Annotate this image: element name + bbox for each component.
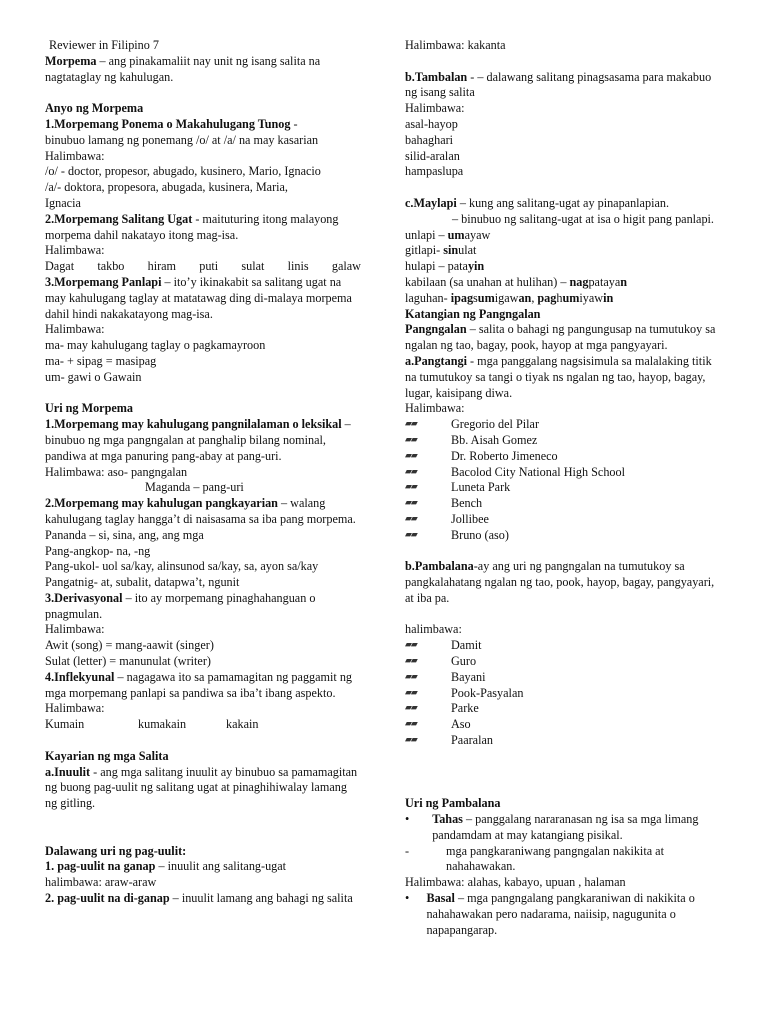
anyo-1-ex-label: Halimbawa: [45, 148, 105, 163]
word: sulat [241, 259, 265, 274]
uri-2-l2: Pang-angkop- na, -ng [45, 543, 151, 558]
uri-2: 2.Morpemang may kahulugan pangkayarian – walang kahulugang taglay hangga’t di naisasama sa iba pang morpema. [45, 496, 356, 526]
pangtangi-list [405, 417, 723, 543]
pag-uulit-ganap-ex: halimbawa: araw-araw [45, 875, 157, 890]
basal-item: • Basal – mga pangngalang pangkaraniwan di nakikita o nahahawakan pero nadarama, naiisip, nagugunita o napapangarap. [405, 891, 695, 937]
bullet-icon: ▰▰ [405, 719, 417, 730]
word: takbo [97, 259, 125, 274]
pangtangi: a.Pangtangi - mga panggalang nagsisimula sa malalaking titik na tumutukoy sa tangi o tiyak ns ngalan ng tao, hayop, bagay, lugar, kaisipang diwa. [405, 353, 712, 400]
anyo-1-def: binubuo lamang ng ponemang /o/ at /a/ na may kasarian [45, 132, 319, 147]
left-column [45, 38, 361, 907]
maylapi-kabilaan: kabilaan (sa unahan at hulihan) – nagpatayan [405, 274, 628, 289]
anyo-3-ex3: um- gawi o Gawain [45, 369, 142, 384]
bullet-icon: ▰▰ [405, 735, 417, 746]
bullet-icon: ▰▰ [405, 656, 417, 667]
word: Kumain [45, 717, 85, 732]
list-item: ▰▰ Dr. Roberto Jimeneco [405, 448, 558, 463]
word: hiram [147, 259, 177, 274]
uri-heading: Uri ng Morpema [45, 401, 134, 416]
anyo-1-ex-a2: Ignacia [45, 195, 81, 210]
anyo-3-ex2: ma- + sipag = masipag [45, 353, 157, 368]
bullet-icon: ▰▰ [405, 513, 417, 524]
uri-1: 1.Morpemang may kahulugang pangnilalaman o leksikal – binubuo ng mga pangngalan at panghalip bilang nominal, pandiwa at mga panuring pang-abay at pang-uri. [45, 417, 351, 463]
tambalan: b.Tambalan - – dalawang salitang pinagsasama para makabuo ng isang salita [405, 69, 712, 100]
maylapi-gitlapi: gitlapi- sinulat [405, 243, 477, 258]
anyo-3-ex1: ma- may kahulugang taglay o pagkamayroon [45, 338, 266, 353]
dash-icon: - [405, 843, 410, 858]
word: galaw [331, 259, 361, 274]
anyo-2: 2.Morpemang Salitang Ugat - maituturing itong malayong morpema dahil nakatayo itong mag-isa. [45, 211, 339, 242]
anyo-3: 3.Morpemang Panlapi – ito’y ikinakabit sa salitang ugat na may kahulugang taglay at matatawag ding di-malaya morpema dahil hindi nakakatayong mag-isa. [45, 274, 352, 321]
tambalan-word: asal-hayop [405, 116, 458, 131]
uri-pambalana-heading: Uri ng Pambalana [405, 796, 501, 811]
list-item: ▰▰ Jollibee [405, 511, 489, 526]
word: linis [287, 259, 309, 274]
maylapi-def2: – binubuo ng salitang-ugat at isa o higit pang panlapi. [452, 211, 714, 226]
anyo-1-title: 1.Morpemang Ponema o Makahulugang Tunog - [45, 116, 298, 131]
uri-2-l4: Pangatnig- at, subalit, datapwa’t, ngunit [45, 575, 240, 590]
maylapi-unlapi: unlapi – umayaw [405, 227, 491, 242]
pambalana-list [405, 638, 723, 749]
pag-uulit-di-ganap: 2. pag-uulit na di-ganap – inuulit lamang ang bahagi ng salita [45, 891, 353, 906]
document-title: Reviewer in Filipino 7 [49, 38, 160, 52]
bullet-icon: ▰▰ [405, 482, 417, 493]
pambalana: b.Pambalana-ay ang uri ng pangngalan na tumutukoy sa pangkalahatang ngalan ng tao, pook, hayop, bagay, pangyayari, at iba pa. [405, 559, 715, 605]
list-item: ▰▰ Damit [405, 638, 482, 653]
uri-3-ex1: Awit (song) = mang-aawit (singer) [45, 638, 214, 653]
uri-2-l3: Pang-ukol- uol sa/kay, alinsunod sa/kay, sa, ayon sa/kay [45, 559, 319, 574]
tambalan-ex-label: Halimbawa: [405, 101, 465, 116]
bullet-icon: ▰▰ [405, 529, 417, 540]
list-item: ▰▰ Bacolod City National High School [405, 464, 625, 479]
list-item: ▰▰ Bb. Aisah Gomez [405, 432, 538, 447]
dalawang-uri-heading: Dalawang uri ng pag-uulit: [45, 843, 187, 858]
anyo-1-ex-a: /a/- doktora, propesora, abugada, kusinera, Maria, [45, 180, 288, 195]
uri-3: 3.Derivasyonal – ito ay morpemang pinaghahanguan o pnagmulan. [45, 590, 316, 621]
bullet-icon: ▰▰ [405, 466, 417, 477]
list-item: ▰▰ Bench [405, 496, 483, 511]
bullet-icon: ▰▰ [405, 640, 417, 651]
word: kumakain [138, 717, 187, 732]
anyo-2-words [45, 259, 361, 275]
word: Dagat [45, 259, 75, 274]
pangngalan-def: Pangngalan – salita o bahagi ng pangungusap na tumutukoy sa ngalan ng tao, bagay, pook, hayop at mga pangyayari. [405, 322, 716, 353]
anyo-1-ex-o: /o/ - doctor, propesor, abugado, kusinero, Mario, Ignacio [45, 164, 321, 179]
uri-4: 4.Inflekyunal – nagagawa ito sa pamamagitan ng paggamit ng mga morpemang panlapi sa pandiwa sa iba’t ibang aspekto. [45, 669, 353, 700]
list-item: ▰▰ Guro [405, 654, 477, 669]
bullet-icon: ▰▰ [405, 434, 417, 445]
maylapi: c.Maylapi – kung ang salitang-ugat ay pinapanlapian. [405, 195, 670, 210]
kayarian-a: a.Inuulit - ang mga salitang inuulit ay binubuo sa pamamagitan ng buong pag-uulit ng salitang ugat at pinaghihiwalay lamang ng gitling. [45, 764, 358, 811]
right-column [405, 38, 723, 938]
bullet-icon: ▰▰ [405, 671, 417, 682]
list-item: ▰▰ Pook-Pasyalan [405, 685, 524, 700]
maylapi-laguhan: laguhan- ipagsumigawan, paghumiyawin [405, 290, 614, 305]
katangian-heading: Katangian ng Pangngalan [405, 306, 541, 321]
tahas-ex: Halimbawa: alahas, kabayo, upuan , halaman [405, 875, 626, 890]
uri-3-ex-label: Halimbawa: [45, 622, 105, 637]
list-item: ▰▰ Aso [405, 717, 471, 732]
uri-3-ex2: Sulat (letter) = manunulat (writer) [45, 654, 211, 669]
list-item: ▰▰ Paaralan [405, 733, 493, 748]
tambalan-word: hampaslupa [405, 164, 464, 179]
pangtangi-ex-label: Halimbawa: [405, 401, 465, 416]
morpema-definition: Morpema – ang pinakamaliit nay unit ng isang salita na nagtataglay ng kahulugan. [45, 53, 321, 84]
uri-2-l1: Pananda – si, sina, ang, ang mga [45, 527, 204, 542]
tahas-item: • Tahas – panggalang nararanasan ng isa sa mga limang pandamdam at may katangiang pisikal. [405, 812, 699, 842]
pambalana-ex-label: halimbawa: [405, 622, 462, 637]
tahas-sub-item: - mga pangkaraniwang pangngalan nakikita at nahahawakan. [405, 843, 664, 874]
word: kakain [226, 717, 259, 732]
inuulit-example: Halimbawa: kakanta [405, 38, 506, 52]
bullet-dot-icon: • [405, 812, 410, 827]
list-item: ▰▰ Parke [405, 701, 479, 716]
anyo-3-ex-label: Halimbawa: [45, 322, 105, 337]
list-item: ▰▰ Luneta Park [405, 480, 511, 495]
uri-4-ex-label: Halimbawa: [45, 701, 105, 716]
tambalan-word: silid-aralan [405, 148, 460, 163]
list-item: ▰▰ Bayani [405, 669, 486, 684]
list-item: ▰▰ Bruno (aso) [405, 527, 509, 542]
bullet-dot-icon: • [405, 891, 410, 906]
bullet-icon: ▰▰ [405, 703, 417, 714]
word: puti [199, 259, 219, 274]
anyo-2-ex-label: Halimbawa: [45, 243, 105, 258]
pag-uulit-ganap: 1. pag-uulit na ganap – inuulit ang salitang-ugat [45, 859, 287, 874]
kayarian-heading: Kayarian ng mga Salita [45, 748, 169, 763]
morpema-term: Morpema [45, 53, 97, 68]
maylapi-hulapi: hulapi – patayin [405, 259, 485, 274]
list-item: ▰▰ Gregorio del Pilar [405, 417, 539, 432]
uri-1-ex2: Maganda – pang-uri [145, 480, 244, 495]
bullet-icon: ▰▰ [405, 687, 417, 698]
uri-1-ex: Halimbawa: aso- pangngalan [45, 464, 188, 479]
anyo-heading: Anyo ng Morpema [45, 101, 144, 116]
bullet-icon: ▰▰ [405, 498, 417, 509]
bullet-icon: ▰▰ [405, 419, 417, 430]
bullet-icon: ▰▰ [405, 450, 417, 461]
uri-4-words [45, 717, 361, 733]
tambalan-word: bahaghari [405, 132, 454, 147]
